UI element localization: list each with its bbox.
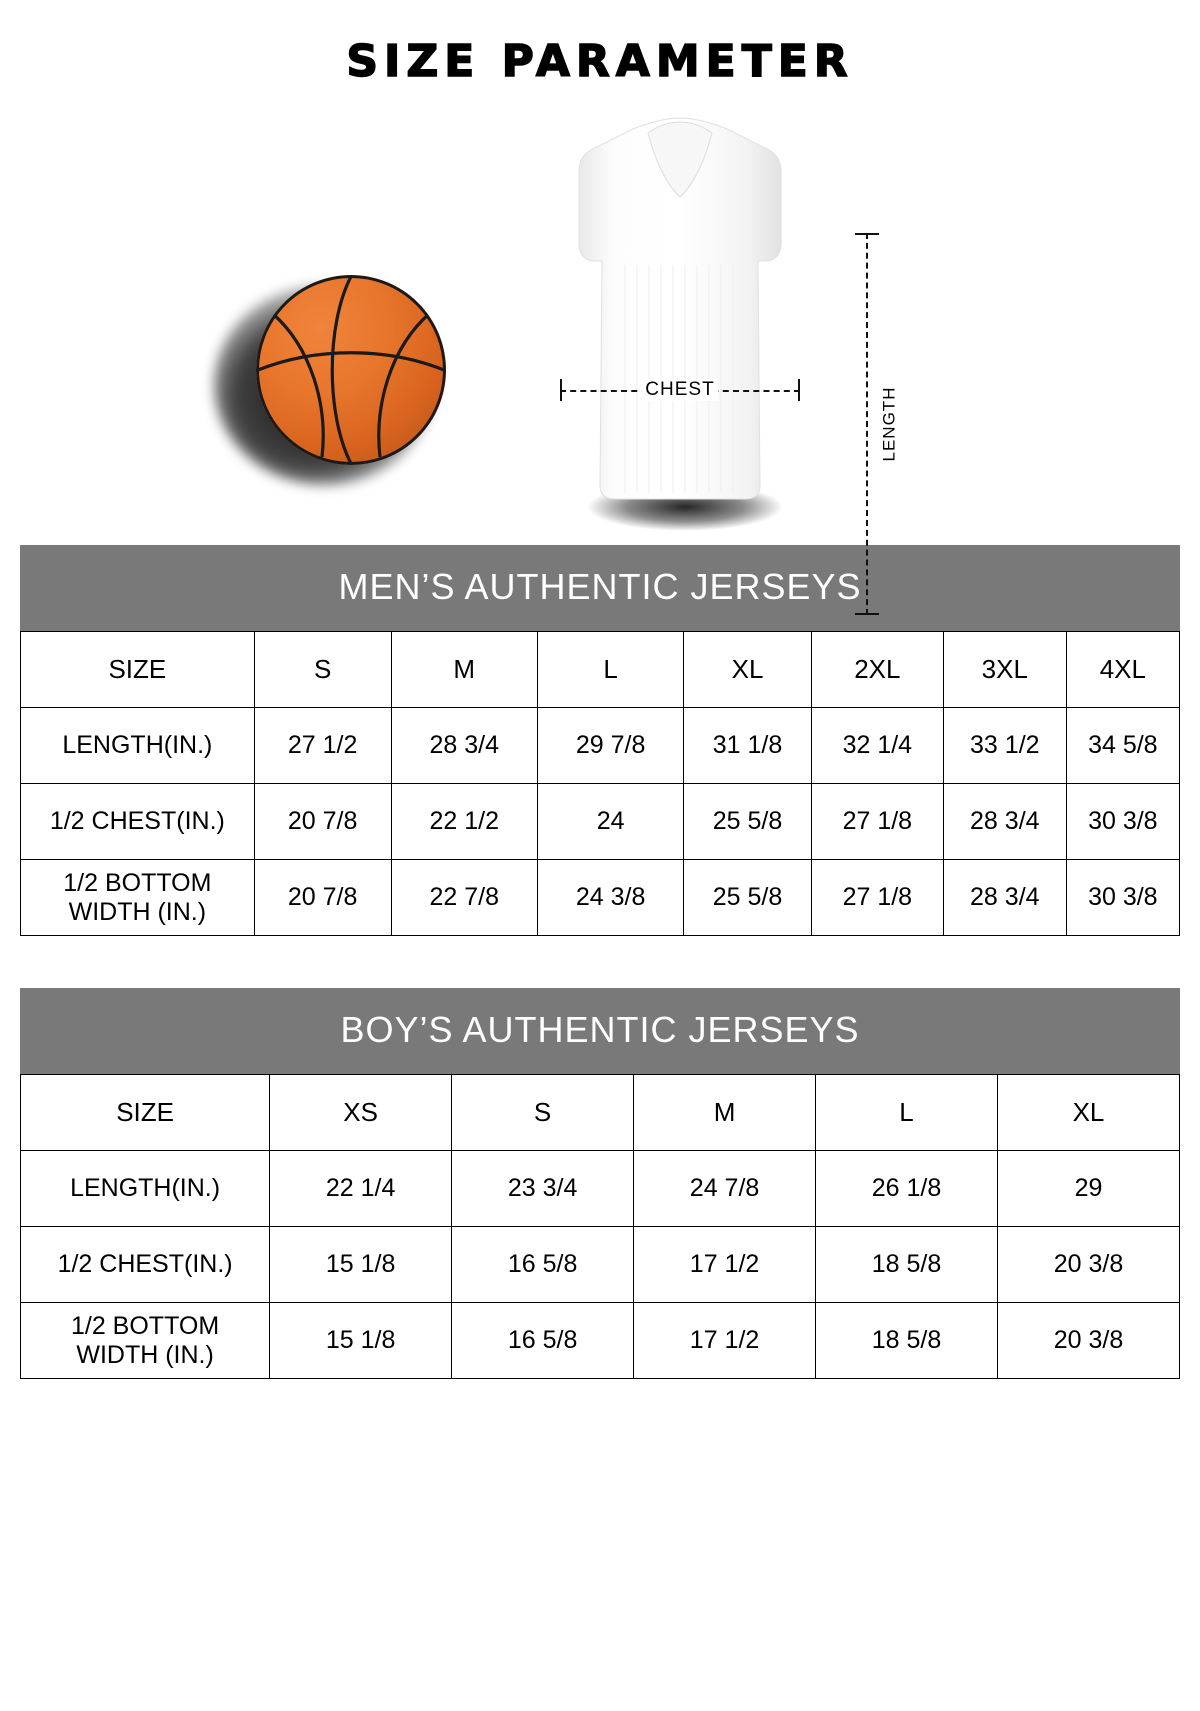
cell: 25 5/8 (684, 784, 811, 860)
cell: 15 1/8 (270, 1303, 452, 1379)
cell: 24 7/8 (634, 1151, 816, 1227)
cell: 28 3/4 (943, 784, 1066, 860)
basketball-seams-icon (256, 275, 446, 465)
cell: 29 (997, 1151, 1179, 1227)
chest-cap-left (560, 379, 562, 401)
cell: 29 7/8 (537, 708, 683, 784)
col-header-xs: XS (270, 1075, 452, 1151)
mens-size-table (20, 631, 1180, 936)
col-header-xl: XL (684, 632, 811, 708)
table-row (21, 1303, 1180, 1379)
col-header-m: M (391, 632, 537, 708)
col-header-size: SIZE (21, 632, 255, 708)
cell: 25 5/8 (684, 860, 811, 936)
cell: 22 1/4 (270, 1151, 452, 1227)
table-row (21, 860, 1180, 936)
col-header-xl: XL (997, 1075, 1179, 1151)
cell: 31 1/8 (684, 708, 811, 784)
cell: 30 3/8 (1066, 860, 1179, 936)
table-row (21, 708, 1180, 784)
length-cap-top (855, 233, 879, 235)
cell: 23 3/4 (452, 1151, 634, 1227)
cell: 20 3/8 (997, 1227, 1179, 1303)
chest-measure-line (560, 379, 800, 400)
col-header-size: SIZE (21, 1075, 270, 1151)
table-row (21, 1151, 1180, 1227)
cell: 33 1/2 (943, 708, 1066, 784)
length-dash (866, 233, 868, 615)
col-header-4xl: 4XL (1066, 632, 1179, 708)
cell: 32 1/4 (811, 708, 943, 784)
cell: 20 7/8 (254, 784, 391, 860)
cell: 34 5/8 (1066, 708, 1179, 784)
cell: 27 1/8 (811, 784, 943, 860)
row-label-length: LENGTH(IN.) (21, 708, 255, 784)
cell: 15 1/8 (270, 1227, 452, 1303)
cell: 27 1/8 (811, 860, 943, 936)
boys-table-heading: BOY’S AUTHENTIC JERSEYS (20, 988, 1180, 1074)
row-label-half-chest: 1/2 CHEST(IN.) (21, 784, 255, 860)
row-label-line2: WIDTH (IN.) (68, 897, 207, 926)
cell: 27 1/2 (254, 708, 391, 784)
col-header-2xl: 2XL (811, 632, 943, 708)
table-row (21, 784, 1180, 860)
cell: 17 1/2 (634, 1227, 816, 1303)
cell: 17 1/2 (634, 1303, 816, 1379)
boys-size-table (20, 1074, 1180, 1379)
mens-table-heading: MEN’S AUTHENTIC JERSEYS (20, 545, 1180, 631)
cell: 16 5/8 (452, 1227, 634, 1303)
chest-label: CHEST (641, 379, 718, 401)
cell: 18 5/8 (816, 1227, 998, 1303)
illustration-area (0, 105, 1200, 545)
row-label-half-bottom-width (21, 860, 255, 936)
row-label-half-chest: 1/2 CHEST(IN.) (21, 1227, 270, 1303)
row-label-line1: 1/2 BOTTOM (63, 868, 212, 897)
length-label: LENGTH (876, 381, 902, 468)
jersey-icon (545, 115, 815, 535)
cell: 28 3/4 (943, 860, 1066, 936)
row-label-half-bottom-width (21, 1303, 270, 1379)
cell: 16 5/8 (452, 1303, 634, 1379)
basketball-icon (200, 245, 460, 505)
cell: 20 3/8 (997, 1303, 1179, 1379)
col-header-l: L (816, 1075, 998, 1151)
table-row-header (21, 1075, 1180, 1151)
row-label-length: LENGTH(IN.) (21, 1151, 270, 1227)
cell: 22 7/8 (391, 860, 537, 936)
row-label-line2: WIDTH (IN.) (76, 1340, 214, 1369)
cell: 24 (537, 784, 683, 860)
cell: 18 5/8 (816, 1303, 998, 1379)
cell: 28 3/4 (391, 708, 537, 784)
col-header-m: M (634, 1075, 816, 1151)
mens-table-block (20, 545, 1180, 936)
table-row-header (21, 632, 1180, 708)
cell: 26 1/8 (816, 1151, 998, 1227)
length-measure-line (852, 233, 899, 615)
chest-cap-right (798, 379, 800, 401)
cell: 20 7/8 (254, 860, 391, 936)
basketball-sphere (256, 275, 446, 465)
col-header-s: S (452, 1075, 634, 1151)
length-cap-bottom (855, 613, 879, 615)
col-header-l: L (537, 632, 683, 708)
cell: 22 1/2 (391, 784, 537, 860)
col-header-s: S (254, 632, 391, 708)
col-header-3xl: 3XL (943, 632, 1066, 708)
page-title: SIZE PARAMETER (346, 36, 854, 87)
boys-table-block (20, 988, 1180, 1379)
row-label-line1: 1/2 BOTTOM (70, 1311, 220, 1340)
table-row (21, 1227, 1180, 1303)
cell: 24 3/8 (537, 860, 683, 936)
cell: 30 3/8 (1066, 784, 1179, 860)
